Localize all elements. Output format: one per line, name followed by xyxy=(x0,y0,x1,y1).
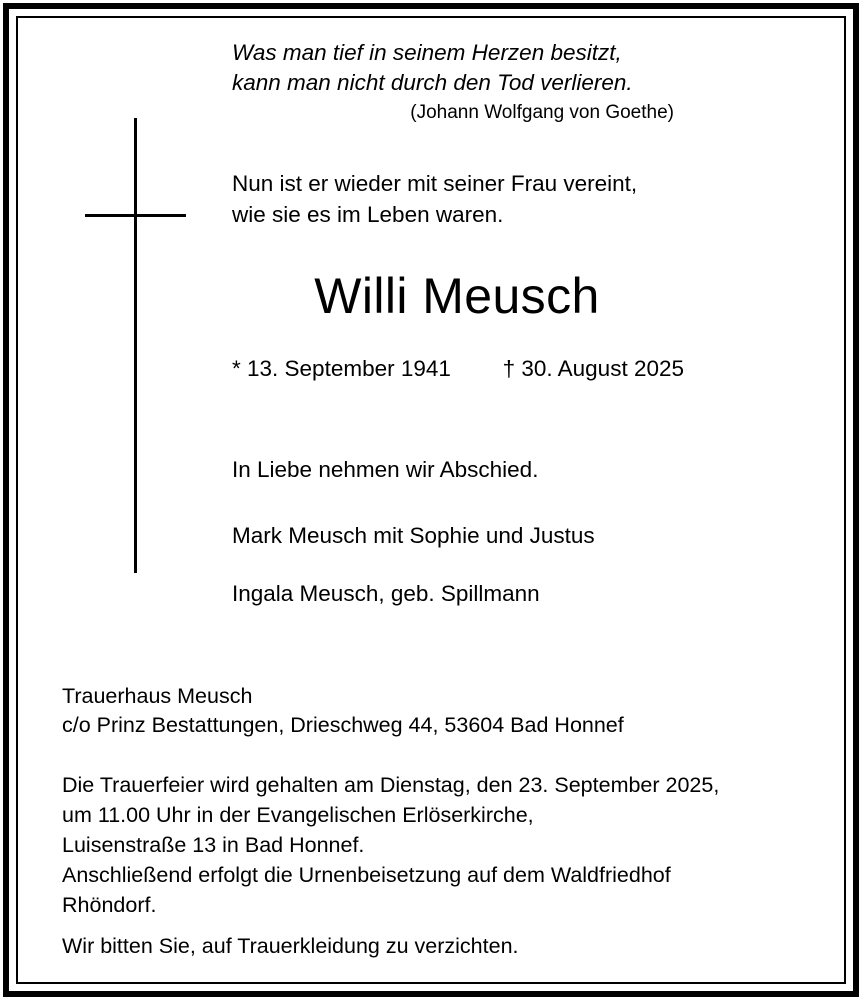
funeral-service-details xyxy=(62,770,822,920)
intro-line-2: wie sie es im Leben waren. xyxy=(232,202,504,227)
service-line-1: Die Trauerfeier wird gehalten am Dienstag, den 23. September 2025, xyxy=(62,773,720,797)
quote-line-1: Was man tief in seinem Herzen besitzt, xyxy=(232,40,622,65)
service-line-2: um 11.00 Uhr in der Evangelischen Erlöserkirche, xyxy=(62,803,534,827)
introduction-text xyxy=(232,168,712,230)
service-line-4: Anschließend erfolgt die Urnenbeisetzung auf dem Waldfriedhof xyxy=(62,863,671,887)
deceased-name-block xyxy=(232,266,682,326)
quote-line-2: kann man nicht durch den Tod verlieren. xyxy=(232,70,633,95)
spacer xyxy=(232,551,712,579)
service-line-5: Rhöndorf. xyxy=(62,893,157,917)
spacer xyxy=(232,485,712,521)
address-line-1: Trauerhaus Meusch xyxy=(62,684,253,708)
survivor-line-2: Ingala Meusch, geb. Spillmann xyxy=(232,581,540,606)
survivor-line-1: Mark Meusch mit Sophie und Justus xyxy=(232,523,595,548)
deceased-name: Willi Meusch xyxy=(314,268,600,324)
dress-code-note xyxy=(62,932,802,961)
mourning-house-address xyxy=(62,682,802,740)
death-date: † 30. August 2025 xyxy=(502,356,684,381)
farewell-block xyxy=(232,455,712,609)
farewell-statement: In Liebe nehmen wir Abschied. xyxy=(232,457,539,482)
address-line-2: c/o Prinz Bestattungen, Drieschweg 44, 53604 Bad Honnef xyxy=(62,713,624,737)
quote-attribution: (Johann Wolfgang von Goethe) xyxy=(410,102,674,123)
closing-line-1: Wir bitten Sie, auf Trauerkleidung zu verzichten. xyxy=(62,934,519,958)
life-dates xyxy=(232,354,684,384)
intro-line-1: Nun ist er wieder mit seiner Frau vereint, xyxy=(232,171,638,196)
memorial-quote xyxy=(232,38,674,126)
birth-date: * 13. September 1941 xyxy=(232,356,451,381)
service-line-3: Luisenstraße 13 in Bad Honnef. xyxy=(62,833,365,857)
